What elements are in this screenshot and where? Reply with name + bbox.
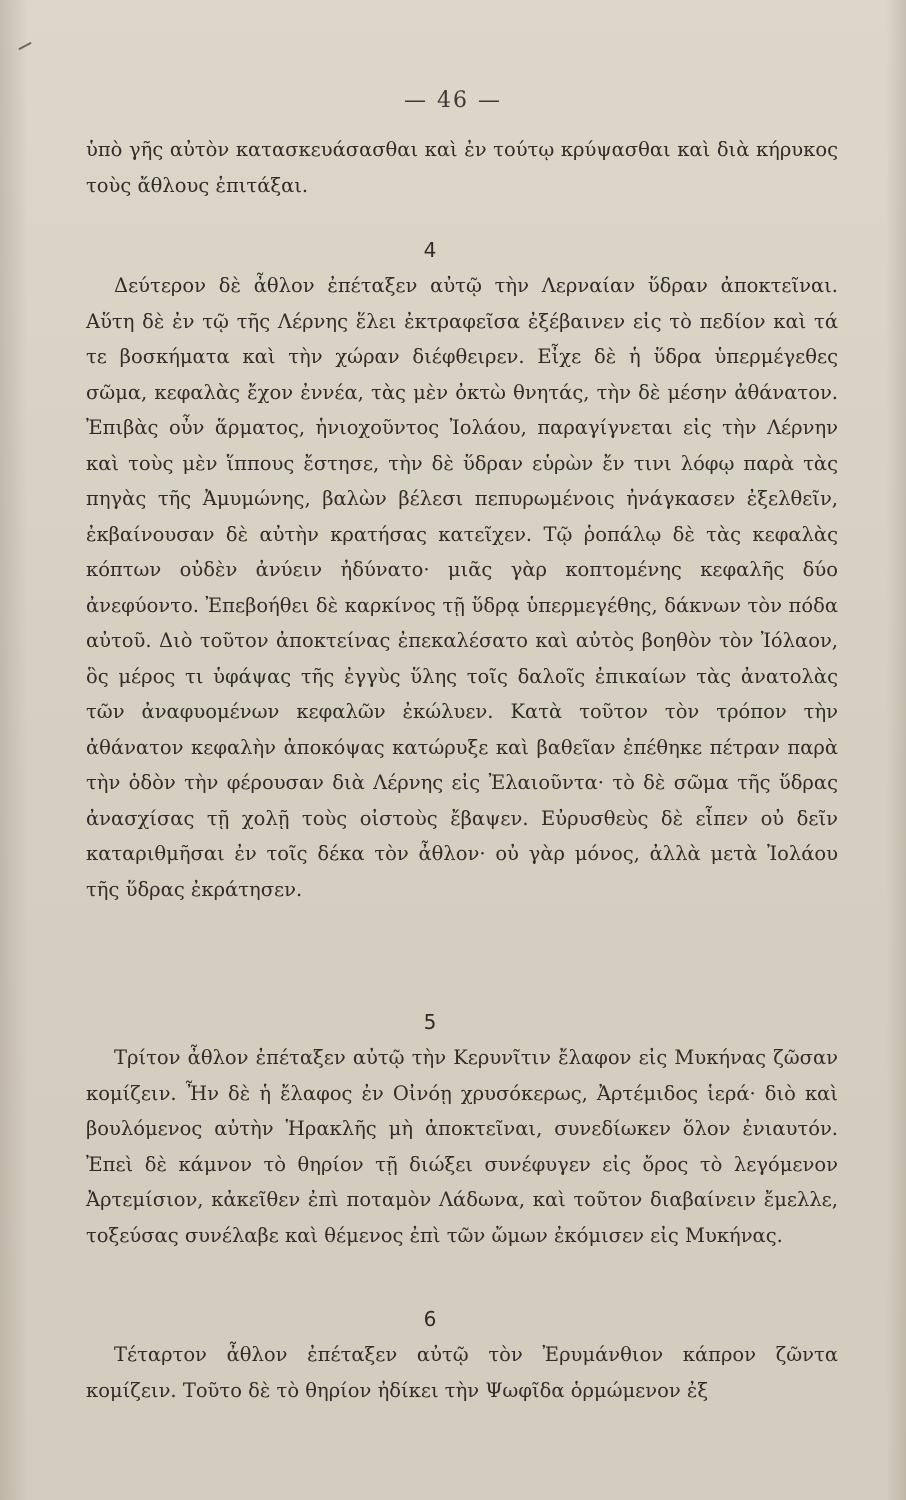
section-5-paragraph [86, 1040, 838, 1253]
section-4-text: Δεύτερον δὲ ἆθλον ἐπέταξεν αὐτῷ τὴν Λερναίαν ὕδραν ἀποκτεῖναι. Αὕτη δὲ ἐν τῷ τῆς Λέρνης ἕλει ἐκτραφεῖσα ἐξέβαινεν εἰς τὸ πεδίον καὶ τά τε βοσκήματα καὶ τὴν χώραν διέφθειρεν. Εἶχε δὲ ἡ ὕδρα ὑπερμέγεθες σῶμα, κεφαλὰς ἔχον ἐννέα, τὰς μὲν ὀκτὼ θνητάς, τὴν δὲ μέσην ἀθάνατον. Ἐπιβὰς οὖν ἅρματος, ἡνιοχοῦντος Ἰολάου, παραγίγνεται εἰς τὴν Λέρνην καὶ τοὺς μὲν ἵππους ἔστησε, τὴν δὲ ὕδραν εὑρὼν ἔν τινι λόφῳ παρὰ τὰς πηγὰς τῆς Ἀμυμώνης, βαλὼν βέλεσι πεπυρωμένοις ἠνάγκασεν ἐξελθεῖν, ἐκβαίνουσαν δὲ αὐτὴν κρατήσας κατεῖχεν. Τῷ ῥοπάλῳ δὲ τὰς κεφαλὰς κόπτων οὐδὲν ἀνύειν ἠδύνατο· μιᾶς γὰρ κοπτομένης κεφαλῆς δύο ἀνεφύοντο. Ἐπεβοήθει δὲ καρκίνος τῇ ὕδρᾳ ὑπερμεγέθης, δάκνων τὸν πόδα αὐτοῦ. Διὸ τοῦτον ἀποκτείνας ἐπεκαλέσατο καὶ αὐτὸς βοηθὸν τὸν Ἰόλαον, ὃς μέρος τι ὑφάψας τῆς ἐγγὺς ὕλης τοῖς δαλοῖς ἐπικαίων τὰς ἀνατολὰς τῶν ἀναφυομένων κεφαλῶν ἐκώλυεν. Κατὰ τοῦτον τὸν τρόπον τὴν ἀθάνατον κεφαλὴν ἀποκόψας κατώρυξε καὶ βαθεῖαν ἐπέθηκε πέτραν παρὰ τὴν ὁδὸν τὴν φέρουσαν διὰ Λέρνης εἰς Ἐλαιοῦντα· τὸ δὲ σῶμα τῆς ὕδρας ἀνασχίσας τῇ χολῇ τοὺς οἰστοὺς ἔβαψεν. Εὐρυσθεὺς δὲ εἶπεν οὐ δεῖν καταριθμῆσαι ἐν τοῖς δέκα τὸν ἆθλον· οὐ γὰρ μόνος, ἀλλὰ μετὰ Ἰολάου τῆς ὕδρας ἐκράτησεν. [86, 274, 838, 901]
carryover-text: ὑπὸ γῆς αὐτὸν κατασκευάσασθαι καὶ ἐν τούτῳ κρύψασθαι καὶ διὰ κήρυκος τοὺς ἄθλους ἐπιτάξαι. [86, 138, 838, 197]
section-number-6: 6 [423, 1307, 437, 1331]
section-4-paragraph [86, 268, 838, 907]
section-number-4: 4 [423, 238, 437, 262]
ink-smudge [18, 42, 31, 50]
page-number: — 46 — [404, 88, 502, 113]
section-number-5: 5 [423, 1010, 437, 1034]
section-5-text: Τρίτον ἆθλον ἐπέταξεν αὐτῷ τὴν Κερυνῖτιν ἔλαφον εἰς Μυκήνας ζῶσαν κομίζειν. Ἦν δὲ ἡ ἔλαφος ἐν Οἰνόῃ χρυσόκερως, Ἀρτέμιδος ἱερά· διὸ καὶ βουλόμενος αὐτὴν Ἡρακλῆς μὴ ἀποκτεῖναι, συνεδίωκεν ὅλον ἐνιαυτόν. Ἐπεὶ δὲ κάμνον τὸ θηρίον τῇ διώξει συνέφυγεν εἰς ὄρος τὸ λεγόμενον Ἀρτεμίσιον, κἀκεῖθεν ἐπὶ ποταμὸν Λάδωνα, καὶ τοῦτον διαβαίνειν ἔμελλε, τοξεύσας συνέλαβε καὶ θέμενος ἐπὶ τῶν ὤμων ἐκόμισεν εἰς Μυκήνας. [86, 1046, 838, 1247]
section-6-paragraph [86, 1337, 838, 1408]
carryover-paragraph [86, 132, 838, 203]
section-6-text: Τέταρτον ἆθλον ἐπέταξεν αὐτῷ τὸν Ἐρυμάνθιον κάπρον ζῶντα κομίζειν. Τοῦτο δὲ τὸ θηρίον ἠδίκει τὴν Ψωφῖδα ὁρμώμενον ἐξ [86, 1343, 838, 1402]
